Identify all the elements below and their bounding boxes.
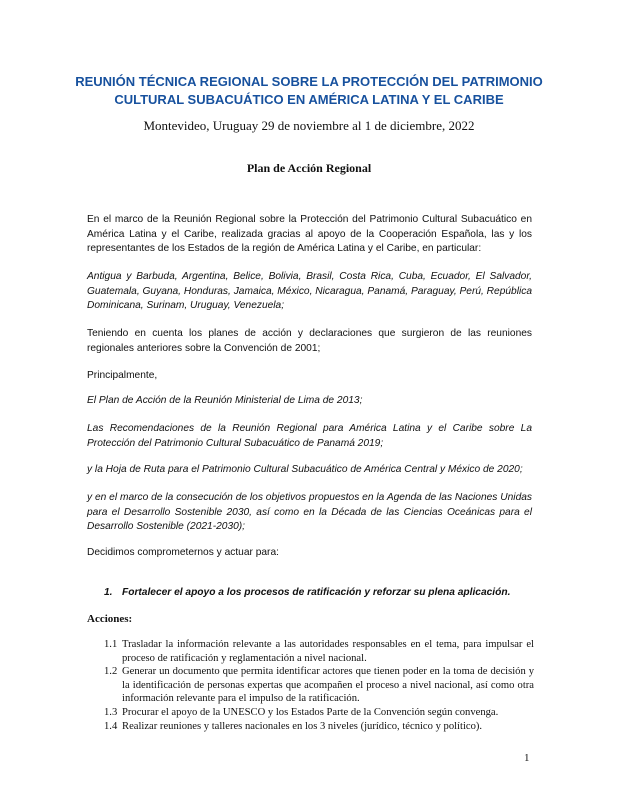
action-item: [104, 706, 534, 720]
action-item: [104, 720, 534, 734]
action-number: 1.3: [104, 706, 118, 718]
title-line-2: CULTURAL SUBACUÁTICO EN AMÉRICA LATINA Y EL CARIBE: [114, 92, 504, 107]
action-item: [104, 665, 534, 706]
action-item: [104, 638, 534, 665]
section-1-heading: [104, 587, 510, 598]
action-text: Procurar el apoyo de la UNESCO y los Estados Parte de la Convención según convenga.: [122, 706, 499, 718]
considering-paragraph: Teniendo en cuenta los planes de acción y declaraciones que surgieron de las reuniones regionales anteriores sobre la Convención de 2001;: [87, 328, 532, 354]
agenda-paragraph: y en el marco de la consecución de los objetivos propuestos en la Agenda de las Naciones Unidas para el Desarrollo Sostenible 2030, así como en la Década de las Ciencias Oceánicas para el Desarrollo Sostenible (2021-2030);: [87, 492, 532, 533]
meeting-location-date: Montevideo, Uruguay 29 de noviembre al 1 de diciembre, 2022: [143, 118, 475, 133]
action-number: 1.4: [104, 720, 118, 732]
countries-paragraph: Antigua y Barbuda, Argentina, Belice, Bolivia, Brasil, Costa Rica, Cuba, Ecuador, El Salvador, Guatemala, Guyana, Honduras, Jamaica, México, Nicaragua, Panamá, Paraguay, Perú, República Dominicana, Surinam, Uruguay, Venezuela;: [87, 271, 532, 312]
section-1-number: 1.: [104, 587, 113, 598]
section-1-text: Fortalecer el apoyo a los procesos de ratificación y reforzar su plena aplicación.: [122, 587, 511, 598]
roadmap-paragraph: y la Hoja de Ruta para el Patrimonio Cultural Subacuático de América Central y México de 2020;: [87, 464, 523, 475]
action-text: Generar un documento que permita identificar actores que tienen poder en la toma de decisión y la identificación de personas expertas que acompañen el proceso a nivel nacional, así como otra información relevante para el impulso de la ratificación.: [122, 666, 534, 705]
action-number: 1.1: [104, 639, 118, 650]
intro-paragraph: En el marco de la Reunión Regional sobre la Protección del Patrimonio Cultural Subacuático en América Latina y el Caribe, realizada gracias al apoyo de la Cooperación Española, las y los representantes de los Estados de la región de América Latina y el Caribe, en particular:: [87, 214, 532, 255]
page-number: 1: [524, 752, 530, 764]
action-text: Realizar reuniones y talleres nacionales en los 3 niveles (jurídico, técnico y político).: [122, 720, 483, 732]
action-text: Trasladar la información relevante a las autoridades responsables en el tema, para impulsar el proceso de ratificación y reglamentación a nivel nacional.: [122, 639, 534, 664]
actions-list: [104, 638, 534, 733]
principally-paragraph: Principalmente,: [87, 370, 158, 381]
plan-title: Plan de Acción Regional: [246, 161, 372, 175]
decide-paragraph: Decidimos comprometernos y actuar para:: [87, 547, 279, 558]
recommendations-paragraph: Las Recomendaciones de la Reunión Regional para América Latina y el Caribe sobre La Protección del Patrimonio Cultural Subacuático de Panamá 2019;: [87, 423, 532, 449]
actions-label: Acciones:: [87, 613, 133, 625]
document-title: [40, 73, 578, 109]
action-number: 1.2: [104, 666, 118, 678]
title-line-1: REUNIÓN TÉCNICA REGIONAL SOBRE LA PROTECCIÓN DEL PATRIMONIO: [75, 74, 543, 89]
lima-paragraph: El Plan de Acción de la Reunión Ministerial de Lima de 2013;: [87, 395, 363, 406]
